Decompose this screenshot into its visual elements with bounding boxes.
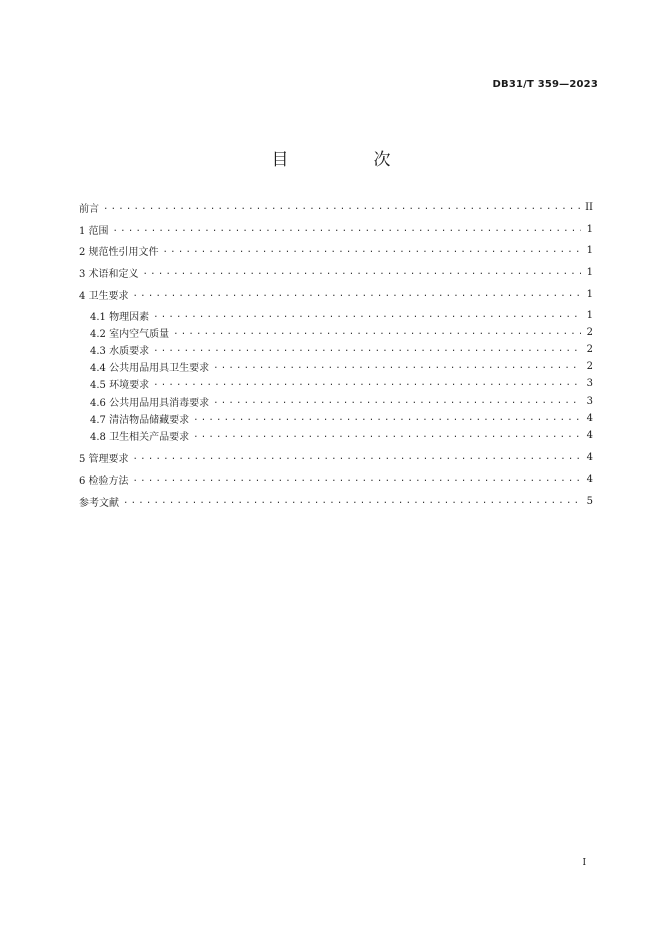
- toc-page-number: 1: [586, 288, 593, 300]
- toc-leader-dots: [133, 287, 581, 301]
- toc-entry-4-7[interactable]: [90, 410, 593, 426]
- toc-entry-4-1[interactable]: [90, 307, 593, 323]
- toc-page-number: 4: [586, 473, 593, 485]
- toc-label: 2 规范性引用文件: [79, 243, 163, 258]
- toc-label: 1 范围: [79, 222, 113, 237]
- toc-entry-4-3[interactable]: [90, 341, 593, 357]
- toc-entry-bibliography[interactable]: [79, 493, 593, 509]
- toc-label: 4.3 水质要求: [90, 342, 153, 357]
- toc-label: 前言: [79, 200, 103, 215]
- toc-entry-4-5[interactable]: [90, 375, 593, 391]
- toc-entry-scope[interactable]: [79, 221, 593, 237]
- footer-page-number: I: [582, 858, 586, 868]
- toc-leader-dots: [193, 411, 581, 425]
- toc-page-number: 3: [586, 395, 593, 407]
- toc-leader-dots: [153, 342, 581, 356]
- standard-code: DB31/T 359—2023: [492, 79, 598, 90]
- toc-entry-foreword[interactable]: [79, 199, 593, 215]
- toc-leader-dots: [103, 200, 581, 214]
- toc-page-number: 3: [586, 377, 593, 389]
- toc-label: 4.7 清洁物品储藏要求: [90, 411, 193, 426]
- toc-page-number: 2: [586, 326, 593, 338]
- toc-page-number: 1: [586, 223, 593, 235]
- toc-leader-dots: [213, 359, 581, 373]
- toc-label: 参考文献: [79, 494, 123, 509]
- toc-page-number: 4: [586, 429, 593, 441]
- toc-leader-dots: [123, 494, 581, 508]
- toc-leader-dots: [163, 243, 581, 257]
- toc-leader-dots: [193, 428, 581, 442]
- toc-label: 4.4 公共用品用具卫生要求: [90, 359, 213, 374]
- toc-page-number: 4: [586, 451, 593, 463]
- toc-leader-dots: [153, 308, 581, 322]
- toc-entry-4-8[interactable]: [90, 427, 593, 443]
- toc-leader-dots: [153, 376, 581, 390]
- toc-entry-4-4[interactable]: [90, 358, 593, 374]
- toc-page-number: 2: [586, 343, 593, 355]
- toc-page-number: 1: [586, 309, 593, 321]
- toc-entry-management-requirements[interactable]: [79, 449, 593, 465]
- toc-entry-test-methods[interactable]: [79, 471, 593, 487]
- toc-entry-4-2[interactable]: [90, 324, 593, 340]
- toc-label: 3 术语和定义: [79, 265, 143, 280]
- toc-label: 4.6 公共用品用具消毒要求: [90, 394, 213, 409]
- page-title: 目 次: [271, 150, 425, 170]
- toc-page-number: 2: [586, 360, 593, 372]
- toc-page-number: 5: [586, 495, 593, 507]
- toc-label: 4.5 环境要求: [90, 376, 153, 391]
- toc-leader-dots: [173, 325, 581, 339]
- toc-leader-dots: [133, 450, 581, 464]
- toc-label: 4 卫生要求: [79, 287, 133, 302]
- toc-label: 4.1 物理因素: [90, 308, 153, 323]
- toc-page-number: 4: [586, 412, 593, 424]
- toc-page-number: 1: [586, 266, 593, 278]
- toc-label: 4.2 室内空气质量: [90, 325, 173, 340]
- toc-label: 4.8 卫生相关产品要求: [90, 428, 193, 443]
- toc-entry-normative-references[interactable]: [79, 242, 593, 258]
- toc-leader-dots: [213, 394, 581, 408]
- toc-entry-terms-definitions[interactable]: [79, 264, 593, 280]
- toc-entry-hygiene-requirements[interactable]: [79, 286, 593, 302]
- toc-leader-dots: [113, 222, 581, 236]
- toc-label: 6 检验方法: [79, 472, 133, 487]
- toc-label: 5 管理要求: [79, 450, 133, 465]
- toc-leader-dots: [143, 265, 581, 279]
- toc-page-number: II: [585, 201, 593, 213]
- toc-leader-dots: [133, 472, 581, 486]
- toc-page-number: 1: [586, 244, 593, 256]
- toc-entry-4-6[interactable]: [90, 393, 593, 409]
